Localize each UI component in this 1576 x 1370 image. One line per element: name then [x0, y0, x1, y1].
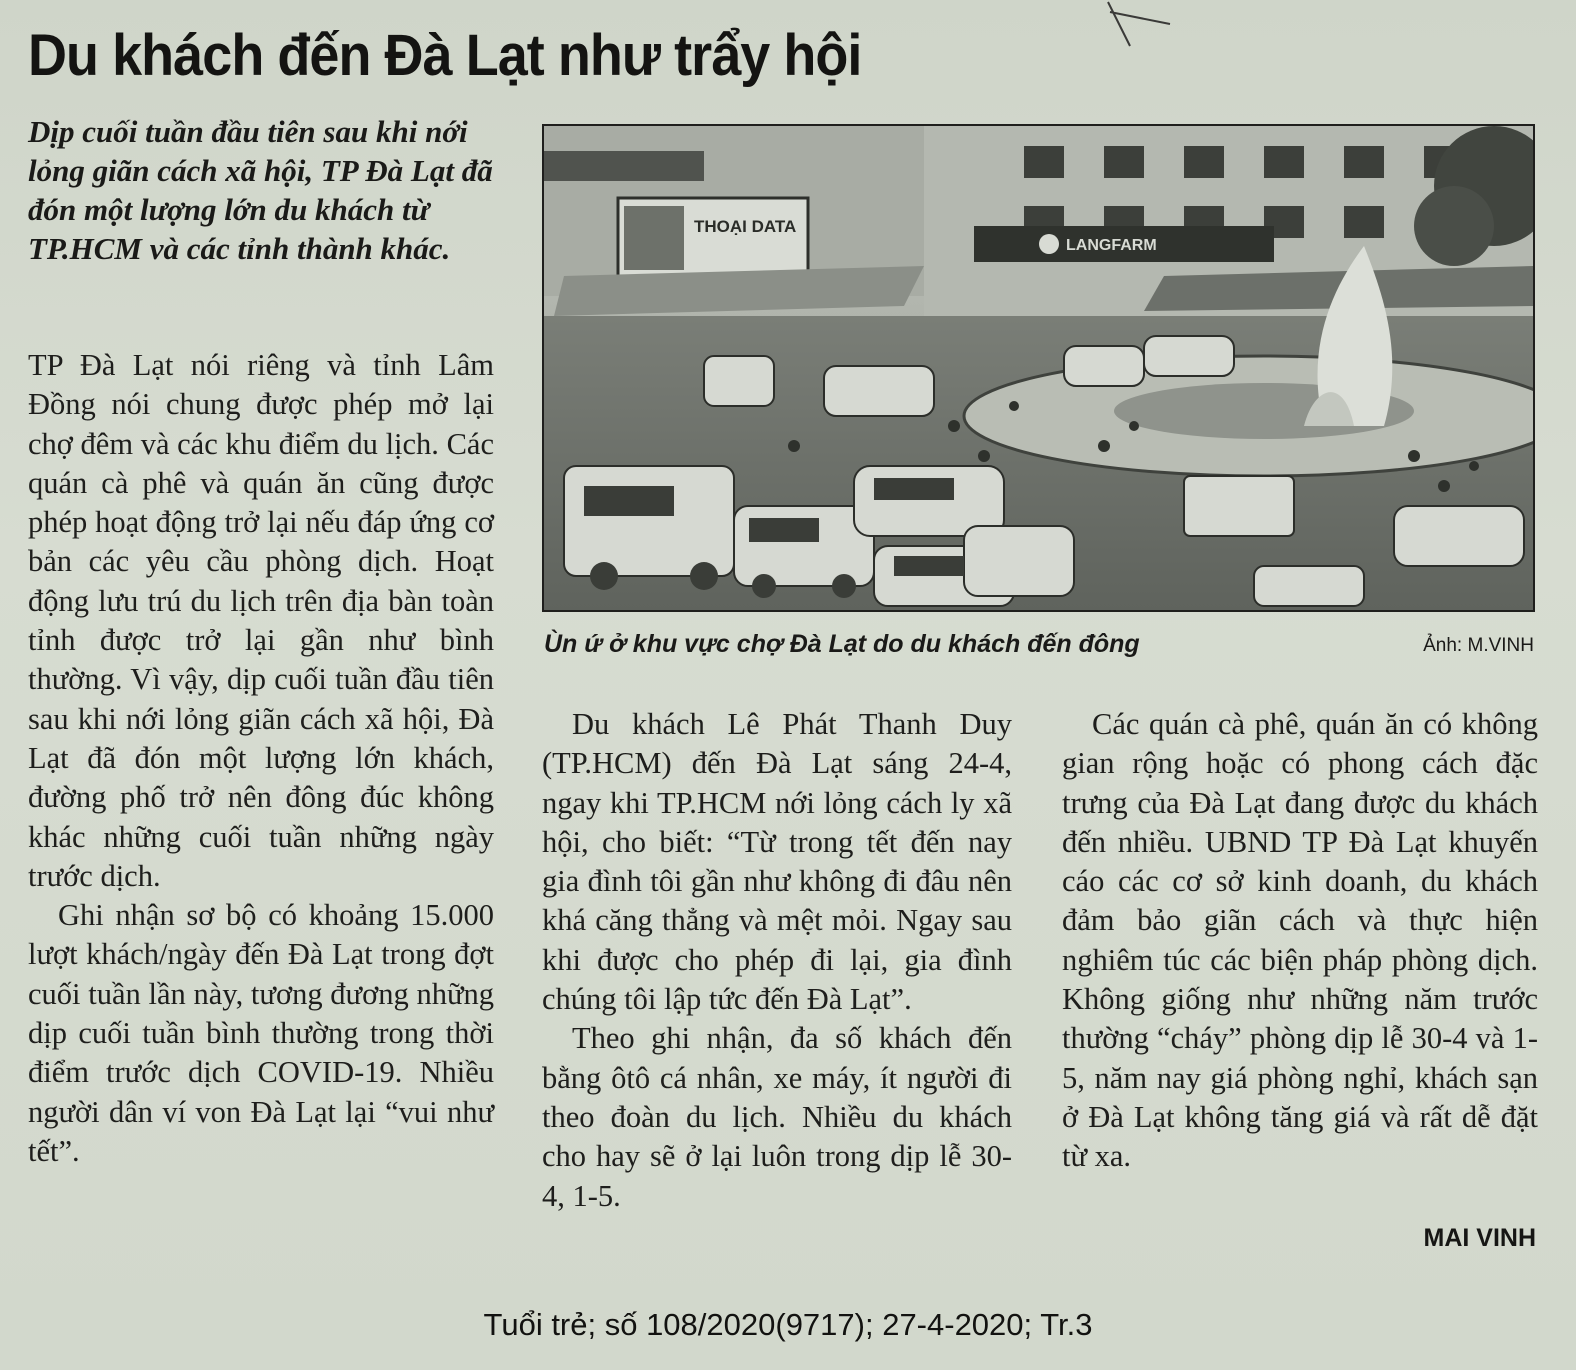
column-2-paragraph-2: Theo ghi nhận, đa số khách đến bằng ôtô cá nhân, xe máy, ít người đi theo đoàn du lịch. Nhiều du khách cho hay sẽ ở lại luôn trong dịp lễ 30-4, 1-5.: [542, 1021, 1012, 1213]
pen-mark-icon: [1100, 0, 1180, 50]
market-street-photo: [544, 126, 1533, 610]
photo-caption: [544, 624, 1534, 664]
column-1-paragraph-2: Ghi nhận sơ bộ có khoảng 15.000 lượt khách/ngày đến Đà Lạt trong đợt cuối tuần lần này, tương đương những dịp cuối tuần bình thường trong thời điểm trước dịch COVID-19. Nhiều người dân ví von Đà Lạt lại “vui như tết”.: [28, 898, 494, 1168]
column-2-paragraph-1: Du khách Lê Phát Thanh Duy (TP.HCM) đến Đà Lạt sáng 24-4, ngay khi TP.HCM nới lỏng cách ly xã hội, cho biết: “Từ trong tết đến nay gia đình tôi gần như không đi đâu nên khá căng thẳng và mệt mỏi. Ngay sau khi được cho phép đi lại, gia đình chúng tôi lập tức đến Đà Lạt”.: [542, 707, 1012, 1017]
author-byline: MAI VINH: [1423, 1224, 1536, 1252]
headline: Du khách đến Đà Lạt như trẩy hội: [28, 23, 862, 88]
shop-sign-text: LANGFARM: [1066, 237, 1157, 254]
news-photo: [542, 124, 1535, 612]
source-citation: Tuổi trẻ; số 108/2020(9717); 27-4-2020; Tr.3: [483, 1307, 1093, 1342]
lead-paragraph: Dịp cuối tuần đầu tiên sau khi nới lỏng giãn cách xã hội, TP Đà Lạt đã đón một lượng lớn du khách từ TP.HCM và các tỉnh thành khác.: [28, 114, 493, 266]
column-3-paragraph-1: Các quán cà phê, quán ăn có không gian rộng hoặc có phong cách đặc trưng của Đà Lạt đang được du khách đến nhiều. UBND TP Đà Lạt khuyến cáo các cơ sở kinh doanh, du khách đảm bảo giãn cách và thực hiện nghiêm túc các biện pháp phòng dịch. Không giống như những năm trước thường “cháy” phòng dịp lễ 30-4 và 1-5, năm nay giá phòng nghỉ, khách sạn ở Đà Lạt không tăng giá và rất dễ đặt từ xa.: [1062, 707, 1538, 1174]
article-column-2: [542, 705, 1012, 1216]
caption-text: Ùn ứ ở khu vực chợ Đà Lạt do du khách đến đông: [544, 630, 1140, 658]
billboard-text: THOẠI DATA: [694, 217, 797, 236]
column-1-paragraph-1: TP Đà Lạt nói riêng và tỉnh Lâm Đồng nói chung được phép mở lại chợ đêm và các khu điểm du lịch. Các quán cà phê và quán ăn cũng được phép hoạt động trở lại nếu đáp ứng cơ bản các yêu cầu phòng dịch. Hoạt động lưu trú du lịch trên địa bàn toàn tỉnh được trở lại gần như bình thường. Vì vậy, dịp cuối tuần đầu tiên sau khi nới lỏng giãn cách xã hội, Đà Lạt đã đón một lượng lớn khách, đường phố trở nên đông đúc không khác những cuối tuần những ngày trước dịch.: [28, 348, 494, 893]
article-column-3: [1062, 705, 1538, 1177]
article-column-1: [28, 346, 494, 1171]
photo-credit: Ảnh: M.VINH: [1423, 635, 1534, 656]
